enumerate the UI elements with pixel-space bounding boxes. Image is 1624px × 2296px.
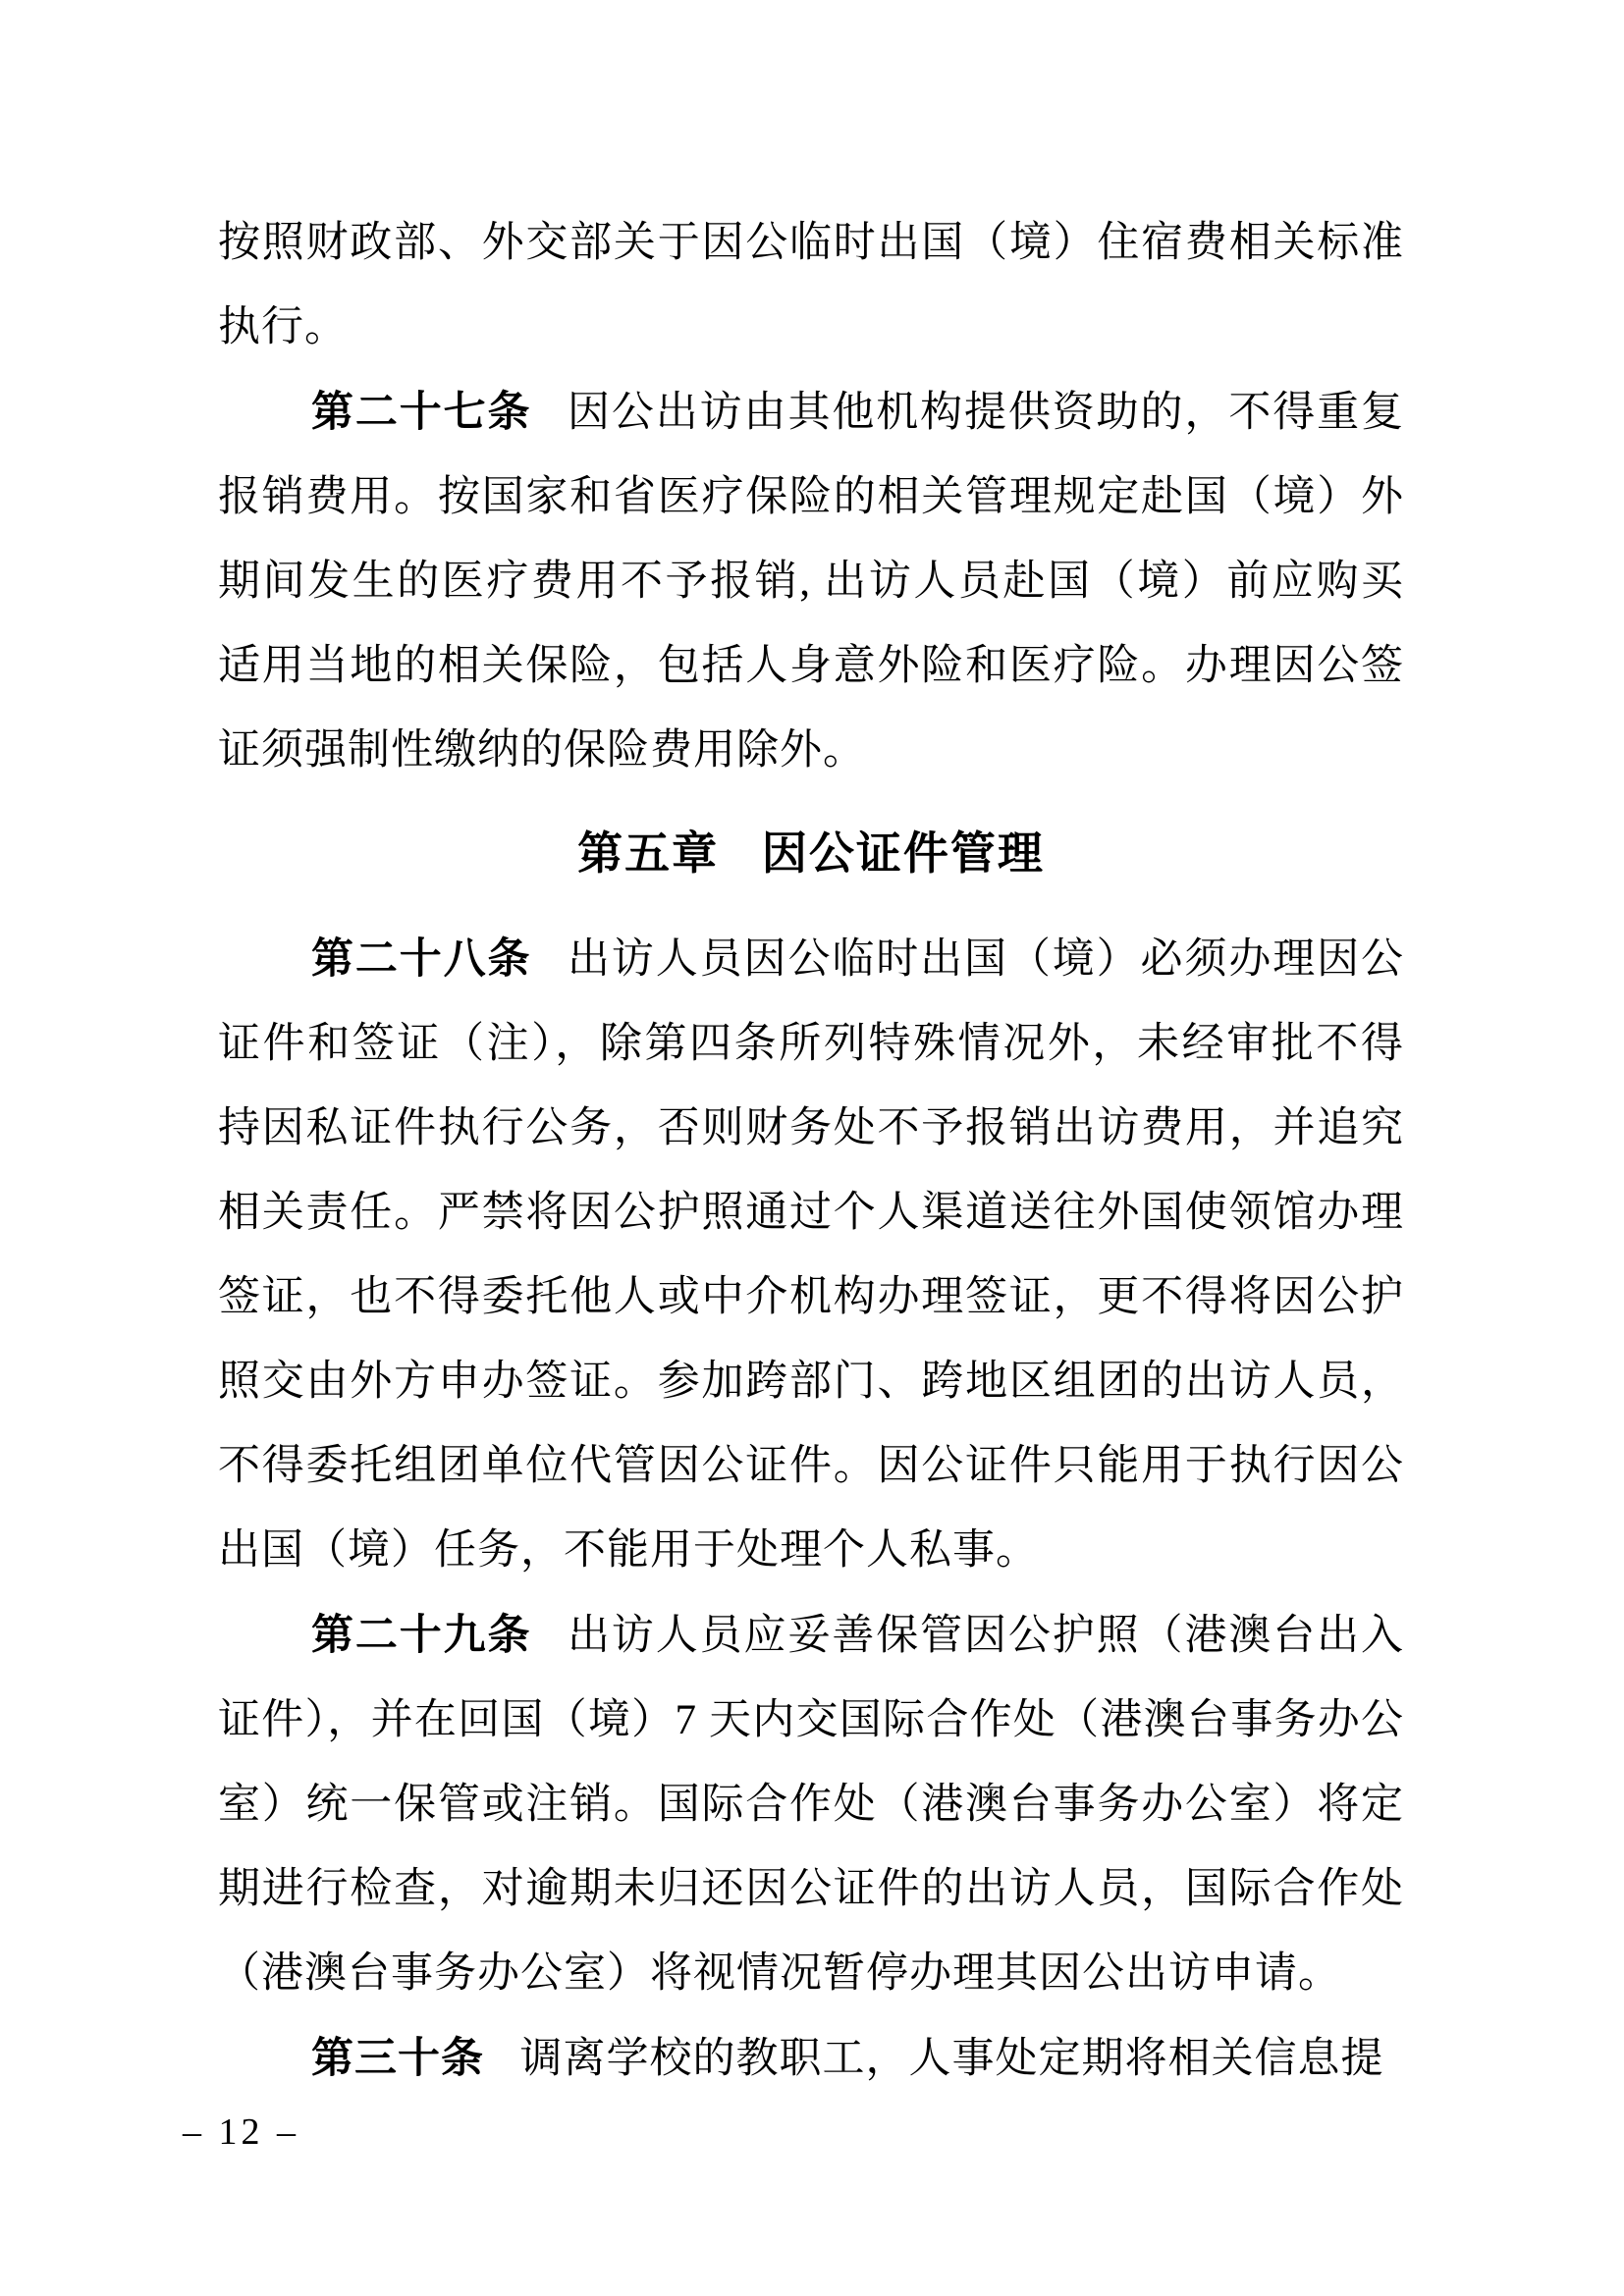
article-30-label: 第三十条 <box>311 2035 484 2082</box>
article-27-text: 因公出访由其他机构提供资助的，不得重复报销费用。按国家和省医疗保险的相关管理规定赴国（境）外期间发生的医疗费用不予报销, 出访人员赴国（境）前应购买适用当地的相关保险，包括人身意外险和医疗险。办理因公签证须强制性缴纳的保险费用除外。 <box>218 390 1405 774</box>
document-body <box>218 201 1404 2102</box>
paragraph-article-27 <box>218 370 1404 793</box>
paragraph-article-30 <box>218 2016 1404 2102</box>
article-28-label: 第二十八条 <box>311 935 532 983</box>
paragraph-continuation: 按照财政部、外交部关于因公临时出国（境）住宿费相关标准执行。 <box>218 220 1404 350</box>
page-number: – 12 – <box>183 2111 299 2153</box>
article-29-label: 第二十九条 <box>311 1612 532 1659</box>
paragraph-article-28 <box>218 917 1404 1593</box>
article-30-text: 调离学校的教职工，人事处定期将相关信息提 <box>519 2036 1384 2082</box>
article-27-label: 第二十七条 <box>311 389 532 436</box>
chapter-5-heading <box>218 811 1404 895</box>
article-28-text: 出访人员因公临时出国（境）必须办理因公证件和签证（注），除第四条所列特殊情况外，未经审批不得持因私证件执行公务，否则财务处不予报销出访费用，并追究相关责任。严禁将因公护照通过个人渠道送往外国使领馆办理签证，也不得委托他人或中介机构办理签证，更不得将因公护照交由外方申办签证。参加跨部门、跨地区组团的出访人员，不得委托组团单位代管因公证件。因公证件只能用于执行因公出国（境）任务，不能用于处理个人私事。 <box>218 936 1405 1574</box>
paragraph-article-29 <box>218 1593 1404 2016</box>
chapter-title: 因公证件管理 <box>761 828 1045 879</box>
page-footer <box>183 2109 299 2156</box>
article-29-text: 出访人员应妥善保管因公护照（港澳台出入证件），并在回国（境）7 天内交国际合作处（港澳台事务办公室）统一保管或注销。国际合作处（港澳台事务办公室）将定期进行检查，对逾期未归还因公证件的出访人员，国际合作处（港澳台事务办公室）将视情况暂停办理其因公出访申请。 <box>218 1613 1405 1997</box>
chapter-number: 第五章 <box>577 828 720 879</box>
